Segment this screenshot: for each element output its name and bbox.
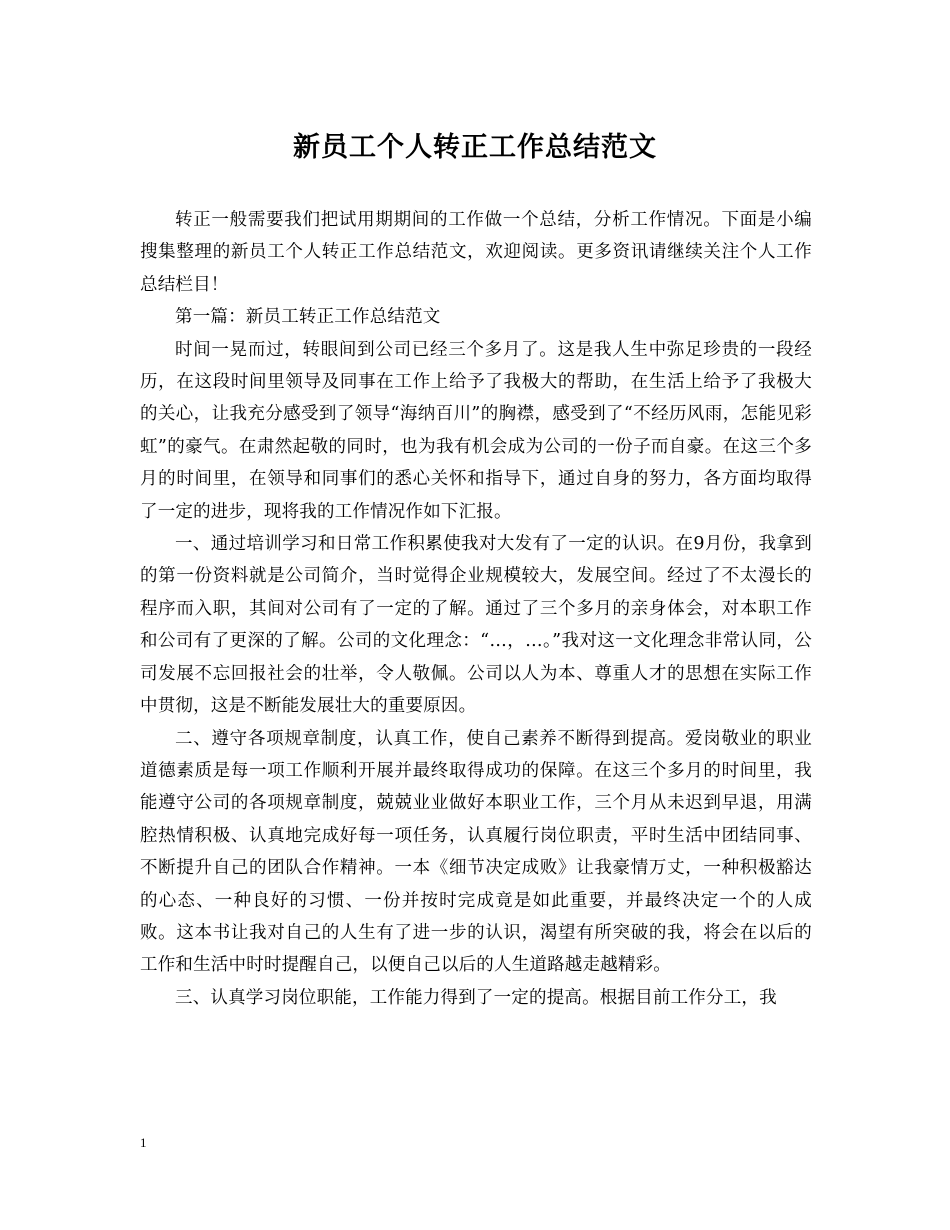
paragraph-opening: 时间一晃而过，转眼间到公司已经三个多月了。这是我人生中弥足珍贵的一段经历，在这段时间里领导及同事在工作上给予了我极大的帮助，在生活上给予了我极大的关心，让我充分感受到了领导“海纳百川”的胸襟，感受到了“不经历风雨，怎能见彩虹”的豪气。在肃然起敬的同时，也为我有机会成为公司的一份子而自豪。在这三个多月的时间里，在领导和同事们的悉心关怀和指导下，通过自身的努力，各方面均取得了一定的进步，现将我的工作情况作如下汇报。 — [140, 339, 812, 522]
paragraph-point-three: 三、认真学习岗位职能，工作能力得到了一定的提高。根据目前工作分工，我 — [175, 987, 777, 1008]
paragraph-intro: 转正一般需要我们把试用期期间的工作做一个总结，分析工作情况。下面是小编搜集整理的新员工个人转正工作总结范文，欢迎阅读。更多资讯请继续关注个人工作总结栏目！ — [140, 210, 812, 295]
section-heading: 第一篇：新员工转正工作总结范文 — [175, 307, 441, 328]
paragraph-point-two: 二、遵守各项规章制度，认真工作，使自己素养不断得到提高。爱岗敬业的职业道德素质是每一项工作顺利开展并最终取得成功的保障。在这三个多月的时间里，我能遵守公司的各项规章制度，兢兢业业做好本职业工作，三个月从未迟到早退，用满腔热情积极、认真地完成好每一项任务，认真履行岗位职责，平时生活中团结同事、不断提升自己的团队合作精神。一本《细节决定成败》让我豪情万丈，一种积极豁达的心态、一种良好的习惯、一份并按时完成竟是如此重要，并最终决定一个的人成败。这本书让我对自己的人生有了进一步的认识，渴望有所突破的我，将会在以后的工作和生活中时时提醒自己，以便自己以后的人生道路越走越精彩。 — [140, 728, 812, 976]
page-number: 1 — [140, 1135, 147, 1150]
document-body — [140, 204, 812, 1014]
document-title: 新员工个人转正工作总结范文 — [293, 132, 657, 163]
paragraph-point-one: 一、通过培训学习和日常工作积累使我对大发有了一定的认识。在9月份，我拿到的第一份资料就是公司简介，当时觉得企业规模较大，发展空间。经过了不太漫长的程序而入职，其间对公司有了一定的了解。通过了三个多月的亲身体会，对本职工作和公司有了更深的了解。公司的文化理念：“…，…。”我对这一文化理念非常认同，公司发展不忘回报社会的壮举，令人敬佩。公司以人为本、尊重人才的思想在实际工作中贯彻，这是不断能发展壮大的重要原因。 — [140, 534, 812, 717]
